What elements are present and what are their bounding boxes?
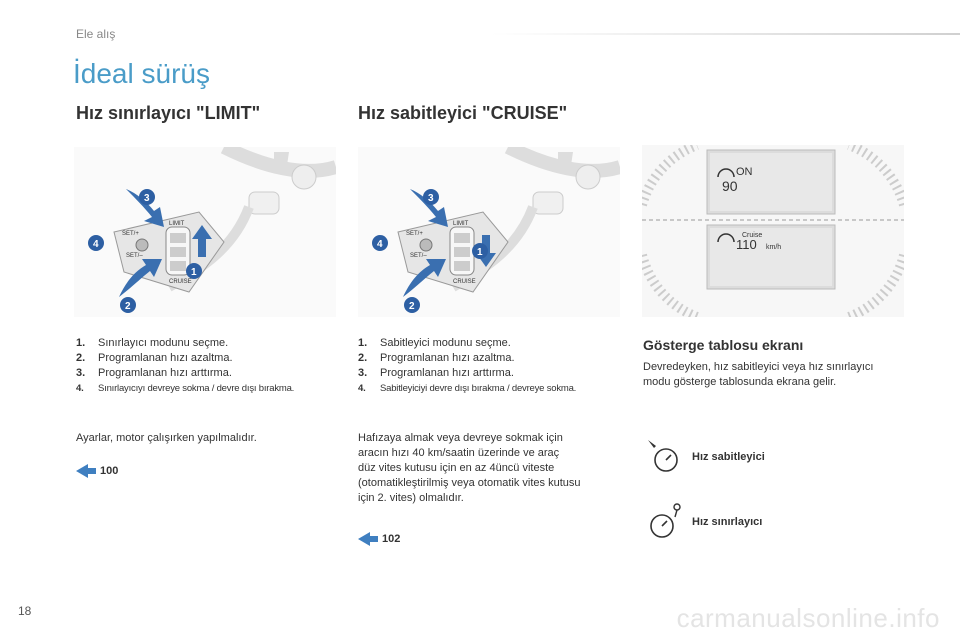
- screen-mode-label: Cruise: [742, 232, 763, 239]
- svg-text:2: 2: [125, 301, 131, 312]
- cruise-page-reference[interactable]: [358, 532, 400, 546]
- set-plus-label: SET/+: [122, 231, 139, 237]
- section-label: Ele alış: [76, 27, 116, 41]
- list-item: 1. Sınırlayıcı modunu seçme.: [76, 337, 229, 349]
- svg-text:3: 3: [144, 193, 150, 204]
- screen-status-on: ON: [736, 166, 753, 178]
- list-item: 3. Programlanan hızı arttırma.: [358, 367, 514, 379]
- display-heading: Gösterge tablosu ekranı: [643, 337, 804, 353]
- set-minus-label: SET/–: [126, 253, 143, 259]
- header-rule: [490, 33, 960, 35]
- set-plus-label: SET/+: [406, 231, 423, 237]
- cruise-illustration: [358, 147, 620, 317]
- instrument-knob-icon: [249, 192, 279, 214]
- screen-speed-top: 90: [722, 178, 738, 194]
- instrument-knob-icon: [533, 192, 563, 214]
- limit-mode-label: LIMIT: [169, 221, 185, 227]
- limit-page-reference[interactable]: [76, 464, 118, 478]
- legend-cruise: [646, 440, 765, 474]
- cruise-mode-label: CRUISE: [169, 279, 192, 285]
- page-reference-number: 100: [100, 465, 119, 477]
- set-minus-label: SET/–: [410, 253, 427, 259]
- page-link-arrow-icon: [358, 532, 378, 546]
- svg-text:4: 4: [93, 239, 99, 250]
- list-item: 4. Sınırlayıcıyı devreye sokma / devre dışı bırakma.: [76, 383, 295, 394]
- limit-heading: Hız sınırlayıcı "LIMIT": [76, 103, 261, 123]
- svg-text:1: 1: [477, 247, 483, 258]
- list-item: 4. Sabitleyiciyi devre dışı bırakma / devreye sokma.: [358, 383, 577, 394]
- limit-note: Ayarlar, motor çalışırken yapılmalıdır.: [76, 432, 257, 444]
- watermark: carmanualsonline.info: [676, 603, 940, 633]
- svg-text:3: 3: [428, 193, 434, 204]
- cruise-steps-list: [358, 336, 620, 396]
- list-item: 3. Programlanan hızı arttırma.: [76, 367, 232, 379]
- cruise-note: Hafızaya almak veya devreye sokmak için aracın hızı 40 km/saatin üzerinde ve araç düz vites kutusu için en az 4üncü viteste (otomatikleştirilmiş veya otomatik vites kutusu için 2. vites) olmalıdır.: [358, 432, 581, 504]
- limit-steps-list: [76, 336, 338, 396]
- screen-speed-bottom: 110: [736, 237, 757, 252]
- page-title: İdeal sürüş: [73, 58, 210, 89]
- cruise-steering-stalk-image: [358, 147, 620, 317]
- legend-limiter-label: Hız sınırlayıcı: [692, 516, 763, 528]
- legend-limiter: [646, 502, 762, 542]
- list-item: 2. Programlanan hızı azaltma.: [358, 352, 515, 364]
- dashboard-gauges-image: [642, 145, 904, 317]
- cruise-mode-label: CRUISE: [453, 279, 476, 285]
- list-item: 2. Programlanan hızı azaltma.: [76, 352, 233, 364]
- dashboard-display-illustration: [642, 145, 904, 317]
- page-number: 18: [18, 604, 32, 618]
- cruise-heading: Hız sabitleyici "CRUISE": [358, 103, 568, 123]
- svg-text:2: 2: [409, 301, 415, 312]
- page-reference-number: 102: [382, 533, 401, 545]
- svg-text:4: 4: [377, 239, 383, 250]
- svg-text:1: 1: [191, 267, 197, 278]
- cruise-speedometer-icon: [646, 440, 682, 474]
- list-item: 1. Sabitleyici modunu seçme.: [358, 337, 511, 349]
- limit-steering-stalk-image: [74, 147, 336, 317]
- limiter-speedometer-icon: [646, 502, 682, 542]
- screen-speed-unit: km/h: [766, 244, 782, 251]
- limit-mode-label: LIMIT: [453, 221, 469, 227]
- page-link-arrow-icon: [76, 464, 96, 478]
- legend-cruise-label: Hız sabitleyici: [692, 451, 765, 463]
- display-text: Devredeyken, hız sabitleyici veya hız sınırlayıcı modu gösterge tablosunda ekrana gelir.: [643, 361, 874, 388]
- limit-illustration: [74, 147, 336, 317]
